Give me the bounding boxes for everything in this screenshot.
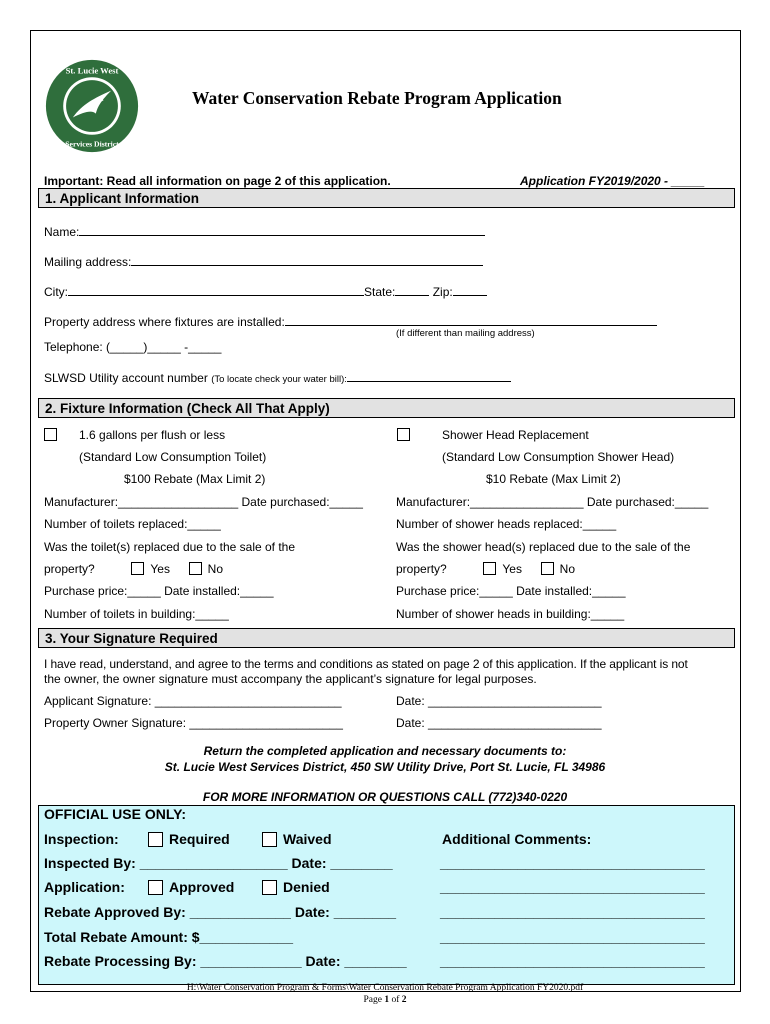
- property-field[interactable]: [285, 314, 657, 326]
- toilet-building-field[interactable]: Number of toilets in building:_____: [44, 607, 229, 621]
- telephone-field[interactable]: Telephone: (_____)_____ -_____: [44, 340, 222, 354]
- return-instructions: Return the completed application and necessary documents to:: [203, 744, 567, 758]
- property-label: Property address where fixtures are installed:: [44, 315, 285, 329]
- toilet-no-checkbox[interactable]: [189, 562, 202, 575]
- comment-line-1[interactable]: __________________________________: [440, 855, 705, 871]
- page-current: 1: [384, 995, 390, 1005]
- section-applicant-info: 1. Applicant Information: [38, 188, 735, 208]
- comment-line-3[interactable]: __________________________________: [440, 904, 705, 920]
- inspection-required-checkbox[interactable]: [148, 832, 163, 847]
- toilet-yes-checkbox[interactable]: [131, 562, 144, 575]
- toilet-checkbox[interactable]: [44, 428, 57, 441]
- mailing-field[interactable]: [131, 254, 483, 266]
- application-denied-checkbox[interactable]: [262, 880, 277, 895]
- account-row: [44, 370, 511, 385]
- application-denied-option: [262, 879, 330, 895]
- shower-price-field[interactable]: Purchase price:_____ Date installed:_____: [396, 584, 626, 598]
- inspected-by-field[interactable]: Inspected By: ___________________ Date: ________: [44, 855, 393, 871]
- additional-comments-label: Additional Comments:: [442, 831, 592, 847]
- application-fy: Application FY2019/2020 - _____: [520, 174, 705, 188]
- toilet-title: 1.6 gallons per flush or less: [79, 428, 226, 442]
- name-label: Name:: [44, 225, 80, 239]
- city-field[interactable]: [68, 284, 364, 296]
- shower-property-label: property?: [396, 562, 447, 576]
- toilet-sale-question: Was the toilet(s) replaced due to the sale of the: [44, 540, 296, 554]
- state-field[interactable]: [395, 284, 429, 296]
- owner-date-field[interactable]: Date: __________________________: [396, 716, 602, 730]
- application-approved-label: Approved: [169, 879, 235, 895]
- applicant-signature-field[interactable]: Applicant Signature: ____________________________: [44, 694, 342, 708]
- page-prefix: Page: [363, 995, 385, 1005]
- important-note: Important: Read all information on page 2 of this application.: [44, 174, 391, 188]
- agreement-line-2: the owner, the owner signature must accompany the applicant’s signature for legal purposes.: [44, 672, 537, 686]
- inspection-waived-label: Waived: [283, 831, 332, 847]
- toilet-no-label: No: [207, 562, 223, 576]
- application-denied-label: Denied: [283, 879, 330, 895]
- toilet-option: [44, 428, 63, 442]
- inspection-waived-option: [262, 831, 332, 847]
- toilet-sale-row: [44, 562, 223, 576]
- comment-line-2[interactable]: __________________________________: [440, 879, 705, 895]
- name-field[interactable]: [79, 224, 485, 236]
- state-label: State:: [364, 285, 396, 299]
- account-note: (To locate check your water bill):: [211, 374, 347, 385]
- applicant-date-field[interactable]: Date: __________________________: [396, 694, 602, 708]
- rebate-approved-by-field[interactable]: Rebate Approved By: _____________ Date: ________: [44, 904, 397, 920]
- section-signature: 3. Your Signature Required: [38, 628, 735, 648]
- official-use-heading: OFFICIAL USE ONLY:: [44, 806, 187, 822]
- application-label: Application:: [44, 879, 125, 895]
- footer-file-path: H:\Water Conservation Program & Forms\Water Conservation Rebate Program Application FY2020.pdf: [186, 983, 584, 993]
- section-fixture-info: 2. Fixture Information (Check All That Apply): [38, 398, 735, 418]
- city-label: City:: [44, 285, 68, 299]
- property-row: [44, 314, 657, 329]
- shower-yes-checkbox[interactable]: [483, 562, 496, 575]
- svg-text:Services District: Services District: [65, 139, 119, 149]
- shower-count-field[interactable]: Number of shower heads replaced:_____: [396, 517, 617, 531]
- inspection-required-label: Required: [169, 831, 230, 847]
- shower-title: Shower Head Replacement: [442, 428, 589, 442]
- toilet-manufacturer-field[interactable]: Manufacturer:__________________ Date purchased:_____: [44, 495, 363, 509]
- mailing-label: Mailing address:: [44, 255, 132, 269]
- toilet-property-label: property?: [44, 562, 95, 576]
- shower-yes-label: Yes: [502, 562, 522, 576]
- shower-rebate: $10 Rebate (Max Limit 2): [486, 472, 621, 486]
- toilet-rebate: $100 Rebate (Max Limit 2): [124, 472, 266, 486]
- mailing-row: [44, 254, 483, 269]
- inspection-waived-checkbox[interactable]: [262, 832, 277, 847]
- return-address: St. Lucie West Services District, 450 SW Utility Drive, Port St. Lucie, FL 34986: [164, 760, 606, 774]
- agreement-line-1: I have read, understand, and agree to the terms and conditions as stated on page 2 of this application. If the applicant is not: [44, 657, 688, 671]
- svg-text:St. Lucie West: St. Lucie West: [65, 65, 119, 76]
- page-total: 2: [401, 995, 407, 1005]
- comment-line-5[interactable]: __________________________________: [440, 953, 705, 969]
- page-of: of: [389, 995, 402, 1005]
- district-logo: [44, 58, 140, 154]
- application-approved-checkbox[interactable]: [148, 880, 163, 895]
- shower-no-checkbox[interactable]: [541, 562, 554, 575]
- shower-building-field[interactable]: Number of shower heads in building:_____: [396, 607, 625, 621]
- rebate-processing-by-field[interactable]: Rebate Processing By: _____________ Date: ________: [44, 953, 407, 969]
- toilet-price-field[interactable]: Purchase price:_____ Date installed:_____: [44, 584, 274, 598]
- page-number: [0, 995, 770, 1005]
- inspection-required-option: [148, 831, 230, 847]
- shower-sale-question: Was the shower head(s) replaced due to the sale of the: [396, 540, 691, 554]
- zip-field[interactable]: [453, 284, 487, 296]
- contact-phone: FOR MORE INFORMATION OR QUESTIONS CALL (772)340-0220: [202, 790, 568, 804]
- name-row: [44, 224, 485, 239]
- toilet-yes-label: Yes: [150, 562, 170, 576]
- property-note: (If different than mailing address): [396, 328, 535, 339]
- city-row: [44, 284, 487, 299]
- shower-subtitle: (Standard Low Consumption Shower Head): [442, 450, 675, 464]
- owner-signature-field[interactable]: Property Owner Signature: _______________________: [44, 716, 343, 730]
- shower-sale-row: [396, 562, 575, 576]
- comment-line-4[interactable]: __________________________________: [440, 929, 705, 945]
- zip-label: Zip:: [432, 285, 453, 299]
- shower-manufacturer-field[interactable]: Manufacturer:_________________ Date purchased:_____: [396, 495, 709, 509]
- shower-checkbox[interactable]: [397, 428, 410, 441]
- shower-no-label: No: [559, 562, 575, 576]
- toilet-subtitle: (Standard Low Consumption Toilet): [79, 450, 267, 464]
- page-title: Water Conservation Rebate Program Application: [192, 88, 562, 108]
- application-approved-option: [148, 879, 234, 895]
- account-label: SLWSD Utility account number: [44, 371, 208, 385]
- shower-option: [397, 428, 416, 442]
- toilet-count-field[interactable]: Number of toilets replaced:_____: [44, 517, 221, 531]
- account-field[interactable]: [347, 370, 511, 382]
- inspection-label: Inspection:: [44, 831, 119, 847]
- total-rebate-field[interactable]: Total Rebate Amount: $____________: [44, 929, 293, 945]
